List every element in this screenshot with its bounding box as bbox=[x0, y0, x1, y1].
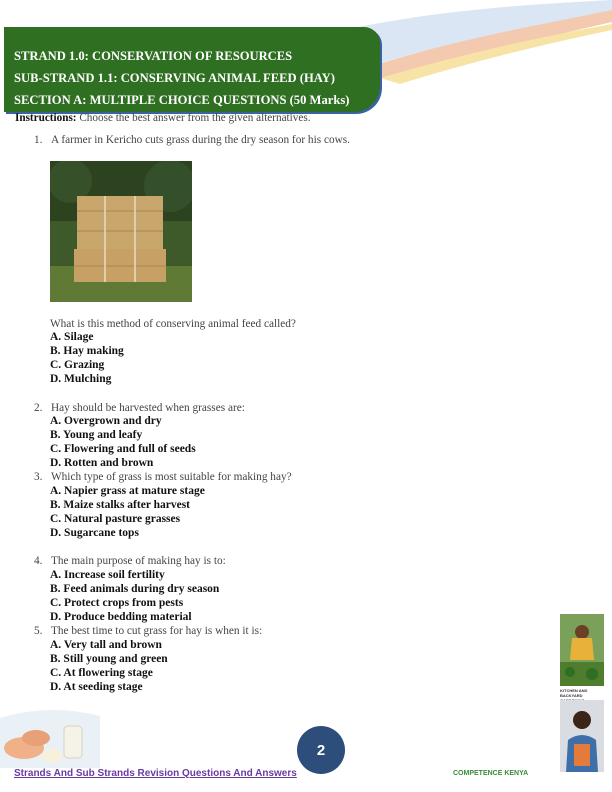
option-2d[interactable]: D. Rotten and brown bbox=[50, 457, 154, 469]
option-5b[interactable]: B. Still young and green bbox=[50, 653, 168, 665]
gardening-woman-image bbox=[560, 614, 604, 686]
option-1d[interactable]: D. Mulching bbox=[50, 373, 112, 385]
question-5 bbox=[34, 625, 262, 637]
option-5d[interactable]: D. At seeding stage bbox=[50, 681, 143, 693]
hay-bales-image bbox=[50, 161, 192, 302]
page-number-badge: 2 bbox=[297, 726, 345, 774]
sub-strand-title: SUB-STRAND 1.1: CONSERVING ANIMAL FEED (HAY) bbox=[14, 71, 335, 85]
question-1-subtext: What is this method of conserving animal feed called? bbox=[50, 318, 296, 330]
option-4a[interactable]: A. Increase soil fertility bbox=[50, 569, 165, 581]
option-4c[interactable]: C. Protect crops from pests bbox=[50, 597, 184, 609]
question-number: 1. bbox=[34, 134, 43, 146]
question-1 bbox=[34, 134, 350, 146]
strand-title: STRAND 1.0: CONSERVATION OF RESOURCES bbox=[14, 49, 293, 63]
question-3 bbox=[34, 471, 292, 483]
question-number: 2. bbox=[34, 402, 43, 414]
woman-portrait-image bbox=[560, 700, 604, 772]
option-1c[interactable]: C. Grazing bbox=[50, 359, 105, 371]
section-header-banner bbox=[4, 27, 380, 112]
option-5c[interactable]: C. At flowering stage bbox=[50, 667, 153, 679]
option-4b[interactable]: B. Feed animals during dry season bbox=[50, 583, 220, 595]
instructions-label: Instructions: bbox=[15, 112, 77, 124]
option-2b[interactable]: B. Young and leafy bbox=[50, 429, 143, 441]
instructions-text: Choose the best answer from the given alternatives. bbox=[76, 112, 311, 124]
question-text: Hay should be harvested when grasses are: bbox=[51, 402, 245, 414]
question-text: Which type of grass is most suitable for making hay? bbox=[51, 471, 292, 483]
question-text: The main purpose of making hay is to: bbox=[51, 555, 226, 567]
option-3c[interactable]: C. Natural pasture grasses bbox=[50, 513, 181, 525]
option-3d[interactable]: D. Sugarcane tops bbox=[50, 527, 139, 539]
question-4 bbox=[34, 555, 226, 567]
question-text: A farmer in Kericho cuts grass during the dry season for his cows. bbox=[51, 134, 350, 146]
question-number: 3. bbox=[34, 471, 43, 483]
option-4d[interactable]: D. Produce bedding material bbox=[50, 611, 192, 623]
option-3a[interactable]: A. Napier grass at mature stage bbox=[50, 485, 205, 497]
option-5a[interactable]: A. Very tall and brown bbox=[50, 639, 162, 651]
section-title: SECTION A: MULTIPLE CHOICE QUESTIONS (50 Marks) bbox=[14, 93, 350, 107]
option-1b[interactable]: B. Hay making bbox=[50, 345, 124, 357]
footer-link[interactable]: Strands And Sub Strands Revision Questions And Answers bbox=[14, 768, 297, 779]
question-number: 5. bbox=[34, 625, 43, 637]
instructions bbox=[15, 112, 311, 124]
side-caption: KITCHEN AND BACKYARD bbox=[560, 688, 588, 698]
option-2a[interactable]: A. Overgrown and dry bbox=[50, 415, 162, 427]
question-2 bbox=[34, 402, 245, 414]
question-text: The best time to cut grass for hay is when it is: bbox=[51, 625, 263, 637]
option-2c[interactable]: C. Flowering and full of seeds bbox=[50, 443, 196, 455]
question-number: 4. bbox=[34, 555, 43, 567]
food-decoration-image bbox=[0, 708, 100, 768]
option-1a[interactable]: A. Silage bbox=[50, 331, 94, 343]
option-3b[interactable]: B. Maize stalks after harvest bbox=[50, 499, 190, 511]
footer-brand: COMPETENCE KENYA bbox=[453, 770, 529, 777]
